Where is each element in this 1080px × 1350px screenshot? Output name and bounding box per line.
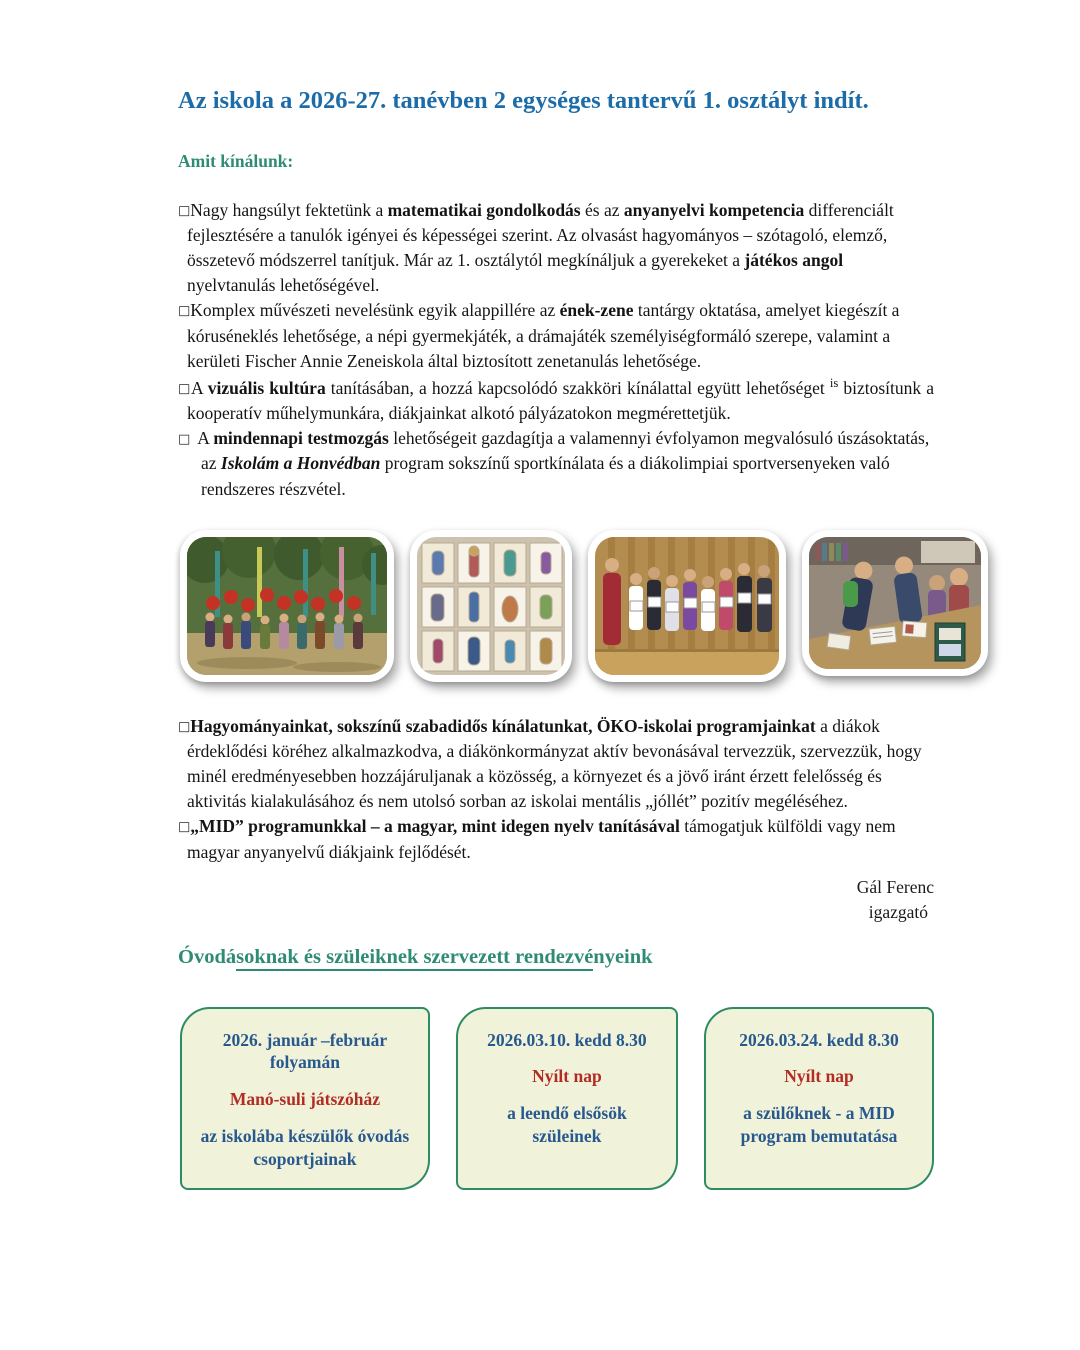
photo-certificates-group bbox=[588, 530, 786, 682]
bullet-text: A vizuális kultúra tanításában, a hozzá kapcsolódó szakköri kínálattal együtt lehetőséget $^{is}$ biztosítunk a kooperatív műhelymunkára, diákjainkat alkotó pályázatokon megmérettetjük. bbox=[187, 375, 934, 423]
event-date: 2026.03.10. kedd 8.30 bbox=[487, 1029, 647, 1050]
bullet-text: A mindennapi testmozgás lehetőségeit gazdagítja a valamennyi évfolyamon megvalósuló úszásoktatás, az Iskolám a Honvédban program sokszínű sportkínálata és a diákolimpiai sportversenyeken való rendszeres részvétel. bbox=[197, 428, 930, 499]
event-audience: a leendő elsősök szüleinek bbox=[507, 1103, 627, 1146]
photo-children-red-balloons bbox=[180, 530, 394, 682]
event-audience: az iskolába készülők óvodás csoportjainak bbox=[200, 1125, 410, 1169]
photo-books-table-image bbox=[809, 537, 981, 669]
bullet-paragraph-mid-program bbox=[178, 814, 934, 864]
photo-strip bbox=[180, 530, 934, 682]
event-title: Manó-suli játszóház bbox=[229, 1089, 381, 1110]
bullet-paragraph-eco-programs bbox=[178, 714, 934, 815]
bullet-paragraph-daily-sport bbox=[178, 426, 934, 502]
bullet-text: „MID” programunkkal – a magyar, mint idegen nyelv tanításával támogatjuk külföldi vagy nem magyar anyanyelvű diákjaink fejlődését. bbox=[187, 816, 896, 862]
checkbox-bullet-icon: □ bbox=[178, 719, 191, 735]
photo-books-table bbox=[802, 530, 988, 676]
checkbox-bullet-icon: □ bbox=[178, 431, 191, 447]
event-box-open-day-1 bbox=[456, 1007, 678, 1191]
signature-block bbox=[178, 875, 934, 926]
event-boxes-row bbox=[180, 1007, 934, 1191]
bullet-text: Nagy hangsúlyt fektetünk a matematikai gondolkodás és az anyanyelvi kompetencia differenciált fejlesztésére a tanulók igényei és képességei szerint. Az olvasást hagyományos – szótagoló, elemző, összetevő módszerrel tanítjuk. Már az 1. osztálytól megkínáljuk a gyerekeket a játékos angol nyelvtanulás lehetőségével. bbox=[187, 199, 894, 296]
events-heading-underlined: soknak és szüleiknek szervezett rendezvé bbox=[236, 946, 593, 971]
checkbox-bullet-icon: □ bbox=[178, 381, 192, 397]
photo-artwork-wall-image bbox=[417, 537, 565, 675]
event-box-mano-suli bbox=[180, 1007, 430, 1191]
events-heading-post: nyeink bbox=[593, 945, 653, 968]
signature-name: Gál Ferenc bbox=[856, 876, 934, 897]
bullet-paragraph-math-language bbox=[178, 198, 934, 299]
events-heading-pre: Óvodá bbox=[178, 945, 237, 968]
photo-artwork-wall bbox=[410, 530, 572, 682]
signature-role: igazgató bbox=[868, 902, 928, 923]
bullet-paragraph-music-arts bbox=[178, 298, 934, 374]
bullet-paragraph-visual-culture bbox=[178, 374, 934, 426]
events-heading bbox=[178, 946, 934, 969]
bullet-text: Hagyományainkat, sokszínű szabadidős kínálatunkat, ÖKO-iskolai programjainkat a diákok érdeklődési köréhez alkalmazkodva, a diákönkormányzat aktív bevonásával tervezzük, szervezzük, hogy minél eredményesebben hozzájáruljanak a közösség, a környezet és a jövő iránt érzett felelősség és aktivitás kialakulásához és nem utolsó sorban az iskolai mentális „jóllét” pozitív megéléséhez. bbox=[187, 715, 922, 812]
event-box-open-day-2 bbox=[704, 1007, 934, 1191]
event-date: 2026. január –február folyamán bbox=[222, 1029, 388, 1073]
section-heading-offer: Amit kínálunk: bbox=[178, 150, 294, 171]
checkbox-bullet-icon: □ bbox=[178, 303, 191, 319]
event-title: Nyílt nap bbox=[532, 1066, 602, 1087]
checkbox-bullet-icon: □ bbox=[178, 819, 191, 835]
event-audience: a szülőknek - a MID program bemutatása bbox=[740, 1103, 898, 1146]
checkbox-bullet-icon: □ bbox=[178, 203, 191, 219]
event-date: 2026.03.24. kedd 8.30 bbox=[739, 1029, 899, 1050]
photo-children-red-balloons-image bbox=[187, 537, 387, 675]
event-title: Nyílt nap bbox=[784, 1066, 854, 1087]
page-title: Az iskola a 2026-27. tanévben 2 egységes tantervű 1. osztályt indít. bbox=[178, 87, 869, 114]
bullet-text: Komplex művészeti nevelésünk egyik alappillére az ének-zene tantárgy oktatása, amelyet kiegészít a kóruséneklés lehetősége, a népi gyermekjáték, a drámajáték személyiségformáló szerepe, valamint a kerületi Fischer Annie Zeneiskola által biztosított zenetanulás lehetősége. bbox=[187, 300, 900, 371]
photo-certificates-group-image bbox=[595, 537, 779, 675]
